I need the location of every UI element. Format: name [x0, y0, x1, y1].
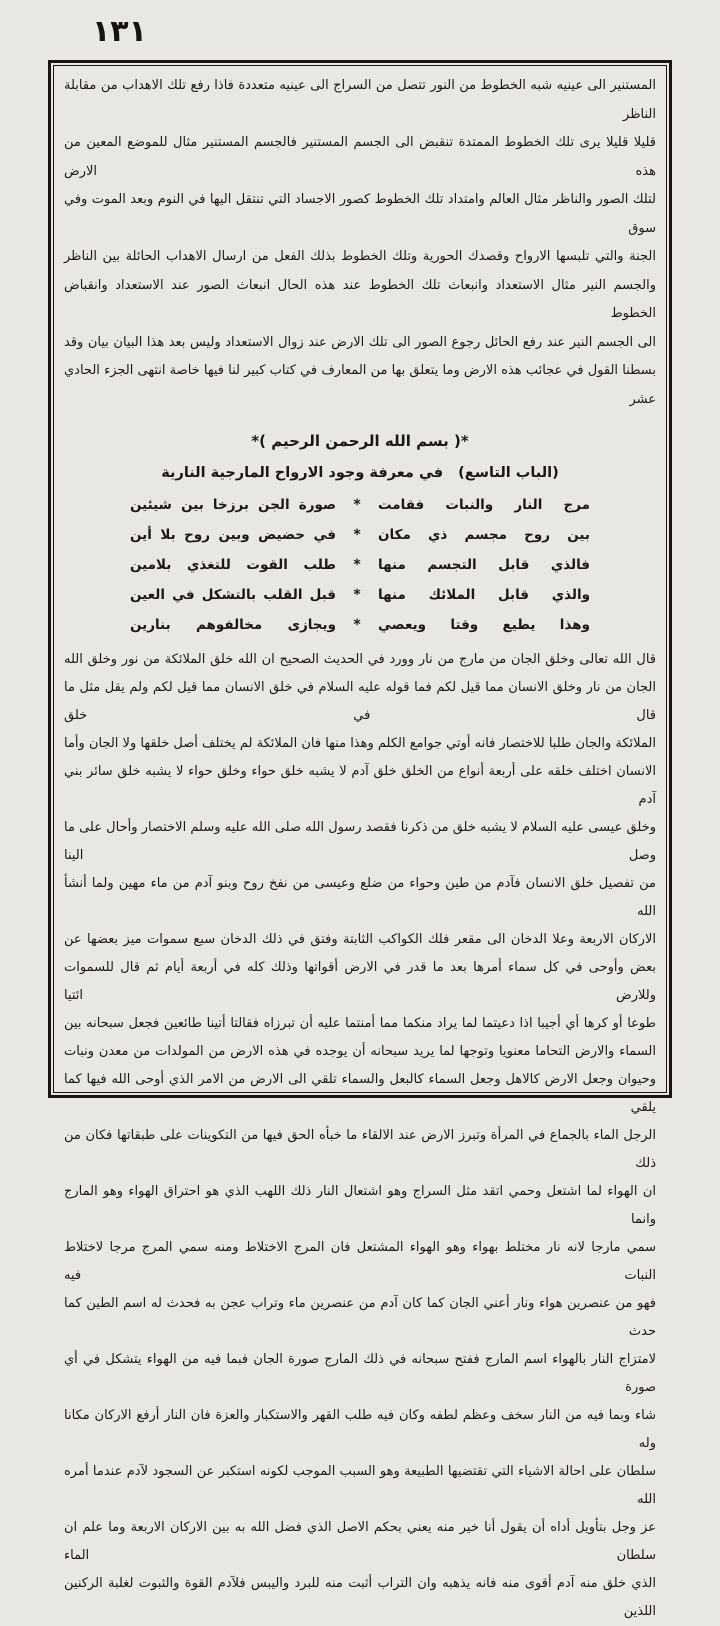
verse-separator-icon: * [353, 557, 361, 573]
verse-separator-icon: * [353, 617, 361, 633]
poem-verse [130, 550, 590, 580]
text-area [53, 65, 667, 1619]
chapter-body [64, 646, 656, 1626]
text-line: الذي خلق منه آدم أقوى منه فانه يذهبه وان التراب أثبت منه للبرد واليبس فلآدم القوة والثبوت لغلبة الركنين اللذين [64, 1576, 656, 1619]
poem-hemistich-left: قبل القلب بالتشكل في العين [130, 587, 336, 603]
text-line: عز وجل بتأويل أداه أن يقول أنا خير منه يعني بحكم الاصل الذي فضل الله به بين الاركان الاربعة وما علم ان سلطان الماء [64, 1520, 656, 1563]
text-line: بسطنا القول في عجائب هذه الارض وما يتعلق بها من المعارف في كتاب كبير لنا فيها خاصة انتهى الجزء الحادي عشر [64, 363, 656, 407]
poem-verse [130, 490, 590, 520]
poem-verse [130, 520, 590, 550]
poem-hemistich-right: وهذا يطيع وقتا ويعصي [378, 617, 590, 633]
poem-hemistich-right: بين روح مجسم ذي مكان [378, 527, 590, 543]
text-line: سلطان على احالة الاشياء التي تقتضيها الطبيعة وهو السبب الموجب لكونه استكبر عن السجود لآدم عندما أمره الله [64, 1464, 656, 1507]
text-line: بعض وأوحى في كل سماء أمرها بعد ما قدر في الارض أقواتها وذلك كله في أربعة أيام ثم قال للسموات وللارض ائتيا [64, 960, 656, 1003]
text-line: المستنير الى عينيه شبه الخطوط من النور تتصل من السراج الى عينيه متعددة فاذا رفع تلك الاهداب من مقابلة الناظر [64, 78, 656, 122]
text-line: الجان من نار وخلق الانسان مما قيل لكم فما قوله عليه السلام في خلق الانسان مما قيل لكم ولم يقل مثل ما قال في خلق [64, 680, 656, 723]
prev-chapter-closing [64, 72, 656, 414]
poem-hemistich-left: صورة الجن برزخا بين شيئين [130, 497, 336, 513]
text-line: قال الله تعالى وخلق الجان من مارج من نار وورد في الحديث الصحيح ان الله خلق الملائكة من نور وخلق الله [64, 652, 656, 667]
text-line: الى الجسم النير عند رفع الحائل رجوع الصور الى تلك الارض عند زوال الاستعداد وليس بعد هذا البيان بيان وقد [64, 334, 656, 350]
poem-verse [130, 580, 590, 610]
poem-hemistich-right: مرج النار والنبات فقامت [378, 497, 590, 513]
text-line: الاركان الاربعة وعلا الدخان الى مقعر فلك الكواكب الثابتة وفتق في ذلك الدخان سبع سموات ميز بعضها عن [64, 932, 656, 947]
chapter-number: (الباب التاسع) [458, 465, 559, 481]
poem-hemistich-left: ويجازى مخالفوهم بنارين [130, 617, 336, 633]
poem-hemistich-right: والذي قابل الملائك منها [378, 587, 590, 603]
page-number: ١٣١ [92, 14, 147, 49]
chapter-title: في معرفة وجود الارواح المارجية النارية [161, 465, 444, 481]
text-line: وخلق عيسى عليه السلام لا يشبه خلق من ذكرنا فقصد رسول الله صلى الله عليه وسلم الاختصار وأحال على ما وصل الينا [64, 820, 656, 863]
text-line: الملائكة والجان طلبا للاختصار فانه أوتي جوامع الكلم وهذا منها فان الملائكة لم يختلف أصل خلقها ولا الجان وأما [64, 736, 656, 751]
text-line: ان الهواء لما اشتعل وحمي اتقد مثل السراج وهو اشتعال النار ذلك اللهب الذي هو احتراق الهواء وهو المارج وانما [64, 1184, 656, 1227]
verse-separator-icon: * [353, 527, 361, 543]
text-line: طوعا أو كرها أي أجيبا اذا دعيتما لما يراد منكما مما أمنتما عليه أن تبرزاه فقالتا أتينا طائعين فجعل سبحانه بين [64, 1016, 656, 1031]
page-border [48, 60, 672, 1619]
verse-separator-icon: * [353, 587, 361, 603]
basmala: *( بسم الله الرحمن الرحيم )* [251, 432, 469, 450]
poem-hemistich-right: فالذي قابل التجسم منها [378, 557, 590, 573]
text-line: فهو من عنصرين هواء ونار أعني الجان كما كان آدم من عنصرين ماء وتراب عجن به فحدث له اسم الطين كما حدث [64, 1296, 656, 1339]
text-line: الانسان اختلف خلقه على أربعة أنواع من الخلق خلق آدم لا يشبه خلق حواء وخلق حواء لا يشبه خلق سائر بني آدم [64, 764, 656, 807]
text-line: لتلك الصور والناظر مثال العالم وامتداد تلك الخطوط كصور الاجساد التي تنتقل اليها في النوم وبعد الموت وفي سوق [64, 192, 656, 236]
poem-verse [130, 610, 590, 640]
text-line: لامتزاج النار بالهواء اسم المارج ففتح سبحانه في ذلك المارج صورة الجان فبما فيه من الهواء يتشكل في أي صورة [64, 1352, 656, 1395]
verse-separator-icon: * [353, 497, 361, 513]
text-line: من تفصيل خلق الانسان فآدم من طين وحواء من ضلع وعيسى من نفخ روح وبنو آدم من ماء مهين ولما أنشأ الله [64, 876, 656, 919]
poem-hemistich-left: طلب القوت للتغذي بلامين [130, 557, 336, 573]
text-line: قليلا قليلا يرى تلك الخطوط الممتدة تنقبض الى الجسم المستنير فالجسم المستنير مثال للموضع المعين من هذه الارض [64, 135, 656, 179]
text-line: والجسم النير مثال الاستعداد وانبعاث تلك الخطوط عند هذه الحال انبعاث الصور عند الاستعداد وانقباض الخطوط [64, 277, 656, 321]
text-line: سمي مارجا لانه نار مختلط بهواء وهو الهواء المشتعل فان المرج الاختلاط ومنه سمي المرج مرجا لاختلاط النبات فيه [64, 1240, 656, 1283]
chapter-heading [64, 458, 656, 488]
text-line: الرجل الماء بالجماع في المرأة وتبرز الارض عند الالقاء ما خبأه الحق فيها من التكوينات على طبقاتها فكان من ذلك [64, 1128, 656, 1171]
text-line: وحيوان وجعل الارض كالاهل وجعل السماء كالبعل والسماء تلقي الى الارض من الامر الذي أوحى الله فيها كما يلقي [64, 1072, 656, 1115]
text-line: السماء والارض التحاما معنويا وتوجها لما يريد سبحانه أن يوجده في هذه الارض من المولدات من معدن ونبات [64, 1044, 656, 1059]
text-line: شاء وبما فيه من النار سخف وعظم لطفه وكان فيه طلب القهر والاستكبار والعزة فان النار أرفع الاركان مكانا وله [64, 1408, 656, 1451]
text-line: الجنة والتي تلبسها الارواح وقصدك الحورية وتلك الخطوط بذلك الفعل من ارسال الاهداب الحائلة بين الناظر [64, 249, 656, 264]
poem-hemistich-left: في حضيض وبين روح بلا أين [130, 527, 336, 543]
poem [130, 490, 590, 640]
